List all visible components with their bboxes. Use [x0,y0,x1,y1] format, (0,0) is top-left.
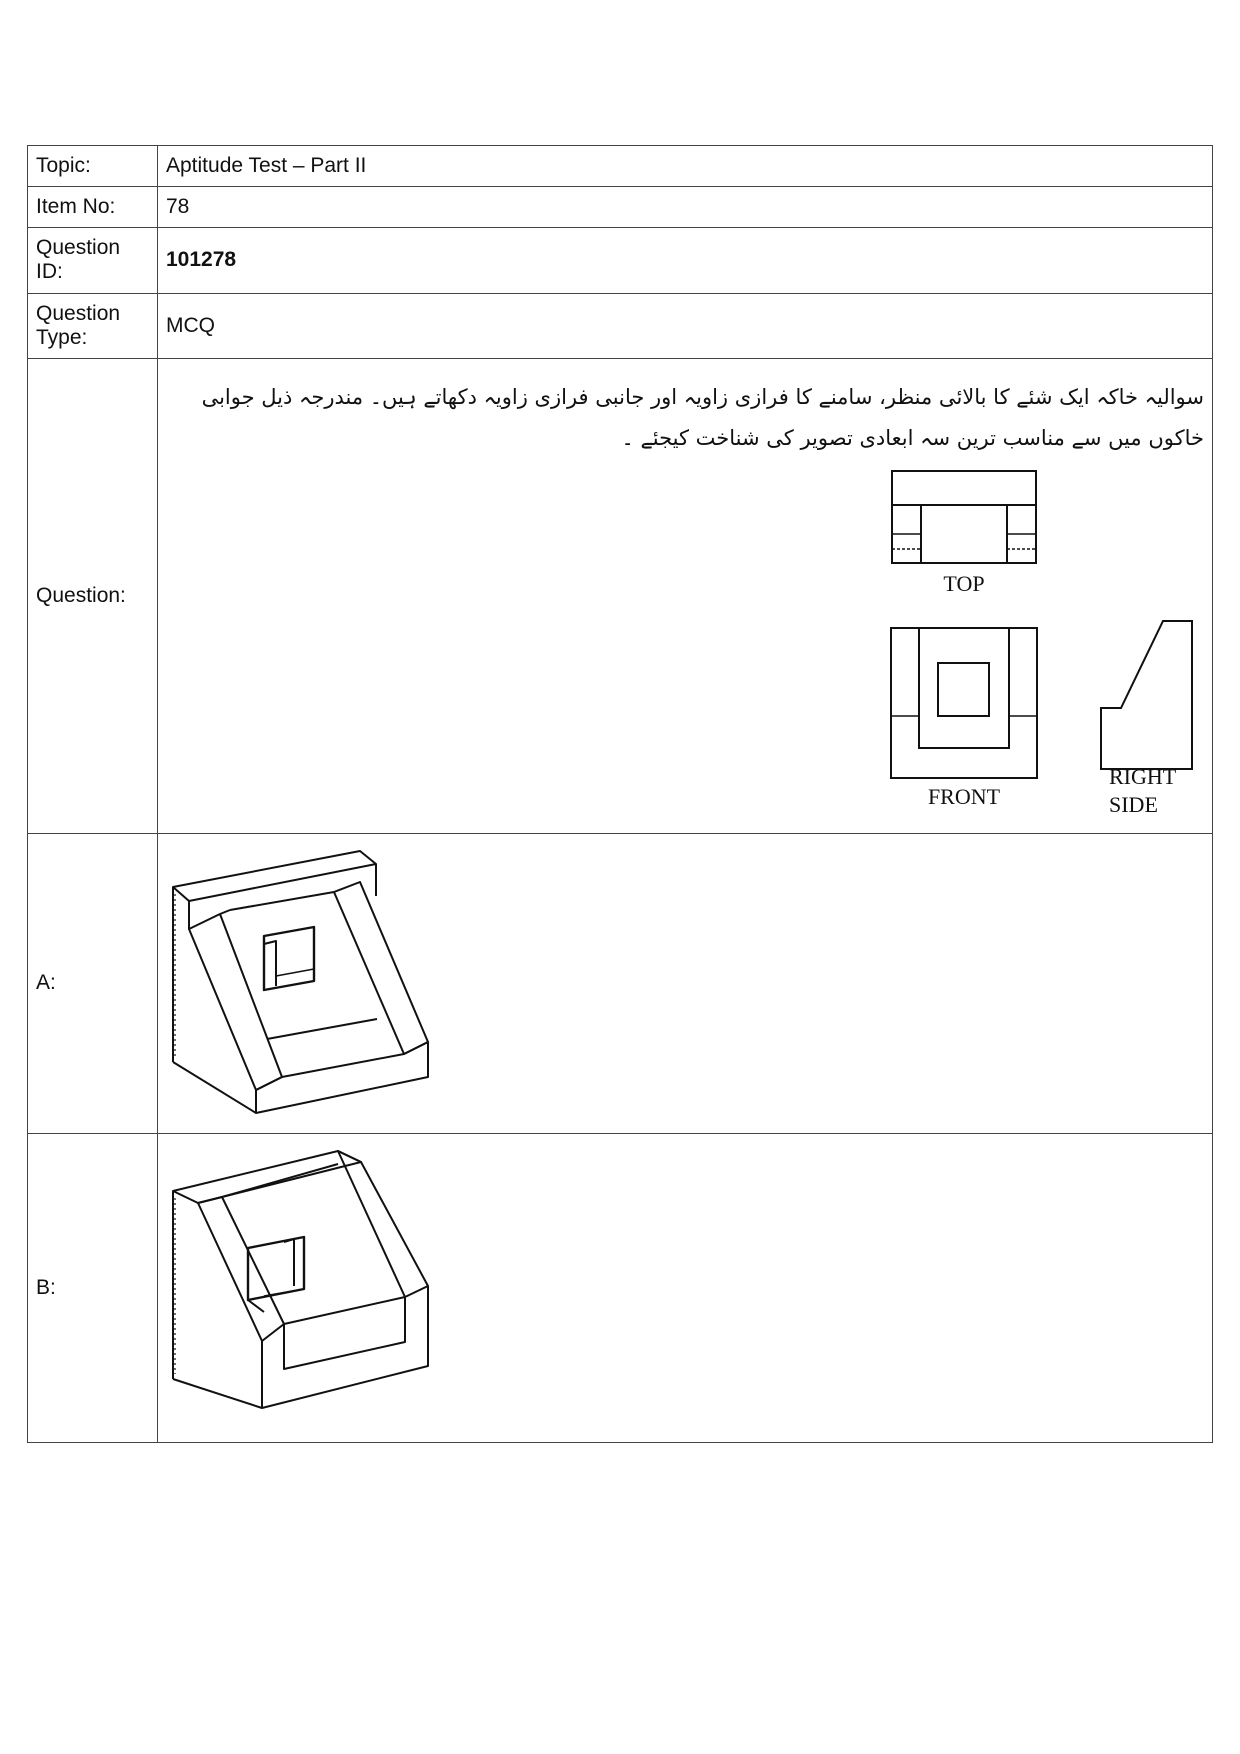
option-a-content[interactable] [158,833,1213,1133]
question-type-value: MCQ [158,293,1213,358]
question-content [158,358,1213,833]
right-side-label-line1: RIGHT [1109,763,1177,789]
question-table [27,145,1213,1443]
item-no-label: Item No: [28,187,158,228]
question-id-label: Question ID: [28,228,158,293]
top-view-label: TOP [943,570,985,596]
orthographic-views [158,359,1214,833]
question-type-label: Question Type: [28,293,158,358]
front-view-drawing [891,628,1037,778]
topic-value: Aptitude Test – Part II [158,146,1213,187]
question-id-value: 101278 [158,228,1213,293]
topic-label: Topic: [28,146,158,187]
right-side-view-drawing [1101,621,1192,769]
question-label: Question: [28,358,158,833]
right-side-label-line2: SIDE [1109,791,1158,817]
option-b-isometric-drawing [158,1134,458,1434]
front-view-label: FRONT [927,783,1001,809]
option-a-label: A: [28,833,158,1133]
option-b-label: B: [28,1133,158,1442]
item-no-value: 78 [158,187,1213,228]
top-view-drawing [892,471,1036,563]
option-a-isometric-drawing [158,834,458,1124]
question-text: سوالیہ خاکہ ایک شئے کا بالائی منظر، سامنے کا فرازی زاویہ اور جانبی فرازی زاویہ دکھاتے ہیں۔ مندرجہ ذیل جوابی خاکوں میں سے مناسب ترین سہ ابعادی تصویر کی شناخت کیجئے ۔ [201,384,1204,450]
option-b-content[interactable] [158,1133,1213,1442]
